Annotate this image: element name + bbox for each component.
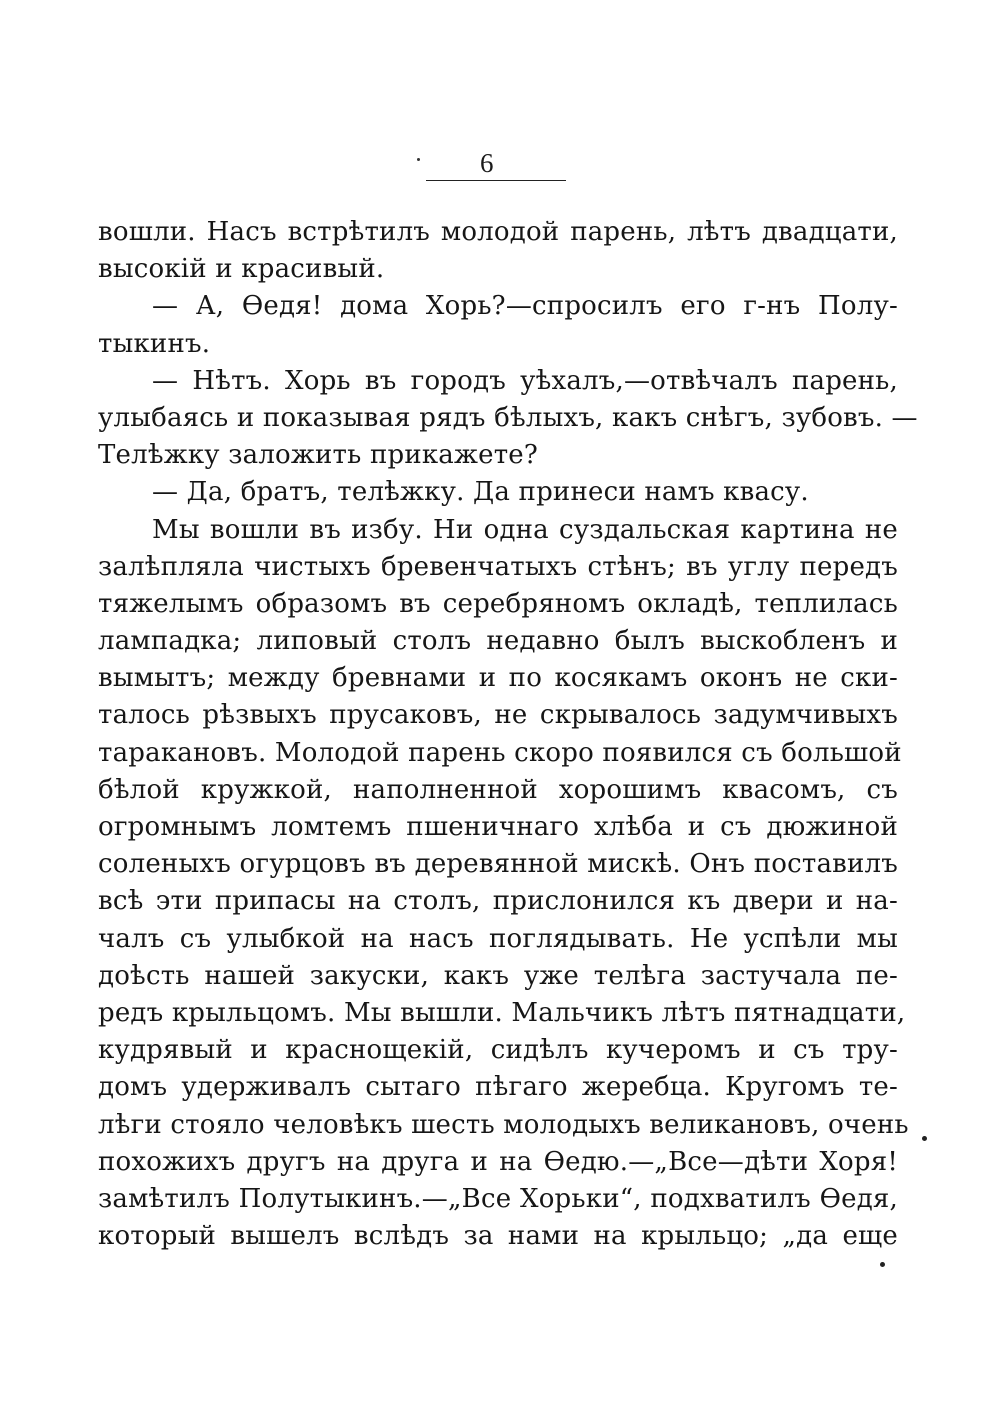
text-line: соленыхъ огурцовъ въ деревянной мискѣ. Онъ поставилъ xyxy=(98,849,898,880)
text-line: огромнымъ ломтемъ пшеничнаго хлѣба и съ дюжиной xyxy=(98,812,898,842)
text-line: улыбаясь и показывая рядъ бѣлыхъ, какъ снѣгъ, зубовъ. — xyxy=(98,402,918,433)
text-line: вошли. Насъ встрѣтилъ молодой парень, лѣтъ двадцати, xyxy=(98,217,898,247)
text-line: Телѣжку заложить прикажете? xyxy=(98,440,539,471)
text-line: высокій и красивый. xyxy=(98,254,385,285)
text-line: талось рѣзвыхъ прусаковъ, не скрывалось задумчивыхъ xyxy=(98,700,898,731)
header-mark xyxy=(417,158,420,161)
text-line: Мы вошли въ избу. Ни одна суздальская картина не xyxy=(152,514,898,545)
text-line: тяжелымъ образомъ въ серебряномъ окладѣ, теплилась xyxy=(98,588,898,619)
body-text xyxy=(98,214,918,1255)
text-line: редъ крыльцомъ. Мы вышли. Мальчикъ лѣтъ пятнадцати, xyxy=(98,997,906,1028)
text-line: похожихъ другъ на друга и на Ѳедю.—„Все—дѣти Хоря! xyxy=(98,1146,898,1177)
text-line: вымытъ; между бревнами и по косякамъ оконъ не ски- xyxy=(98,663,898,694)
text-line: всѣ эти припасы на столъ, прислонился къ двери и на- xyxy=(98,886,898,917)
text-line: домъ удерживалъ сытаго пѣгаго жеребца. Кругомъ те- xyxy=(98,1072,898,1103)
text-line: чалъ съ улыбкой на насъ поглядывать. Не успѣли мы xyxy=(98,923,898,954)
margin-speck xyxy=(922,1136,927,1141)
text-line: лампадка; липовый столъ недавно былъ выскобленъ и xyxy=(98,626,898,657)
text-line: кудрявый и краснощекій, сидѣлъ кучеромъ и съ тру- xyxy=(98,1035,898,1066)
page-number: 6 xyxy=(480,148,494,178)
text-line: бѣлой кружкой, наполненной хорошимъ квасомъ, съ xyxy=(98,774,898,805)
margin-speck xyxy=(880,1262,885,1267)
page-header xyxy=(420,148,570,188)
text-line: тыкинъ. xyxy=(98,328,211,359)
text-line: доѣсть нашей закуски, какъ уже телѣга застучала пе- xyxy=(98,960,898,991)
header-rule xyxy=(426,180,566,181)
text-line: — А, Ѳедя! дома Хорь?—спросилъ его г-нъ Полу- xyxy=(152,291,898,322)
text-line: таракановъ. Молодой парень скоро появился съ большой xyxy=(98,737,902,768)
text-line: — Нѣтъ. Хорь въ городъ уѣхалъ,—отвѣчалъ парень, xyxy=(152,365,898,396)
text-line: залѣпляла чистыхъ бревенчатыхъ стѣнъ; въ углу передъ xyxy=(98,551,898,582)
text-line: лѣги стояло человѣкъ шесть молодыхъ великановъ, очень xyxy=(98,1109,909,1140)
text-line: — Да, братъ, телѣжку. Да принеси намъ квасу. xyxy=(152,477,809,508)
text-line: который вышелъ вслѣдъ за нами на крыльцо; „да еще xyxy=(98,1221,898,1252)
text-line: замѣтилъ Полутыкинъ.—„Все Хорьки“, подхватилъ Ѳедя, xyxy=(98,1183,898,1214)
